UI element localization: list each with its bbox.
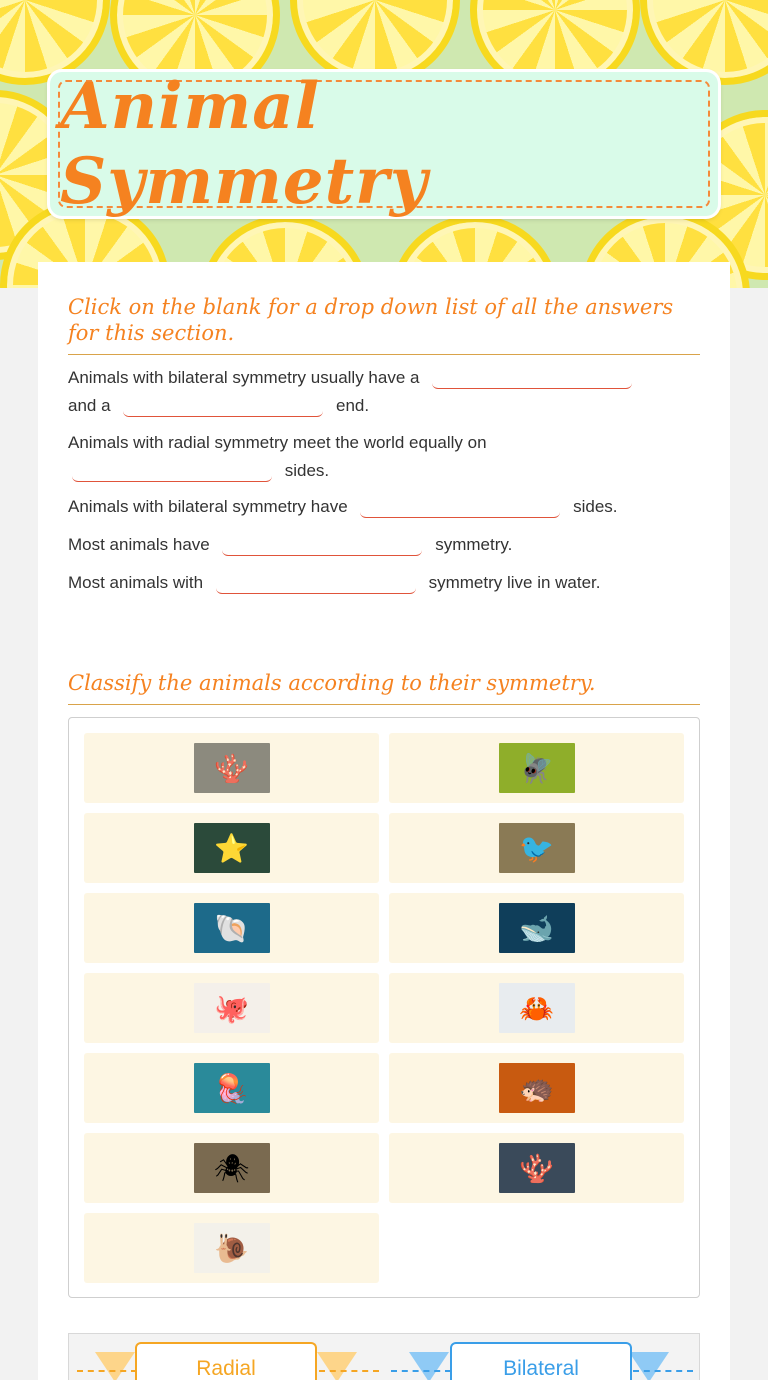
sea-anemone-icon: 🪸 <box>519 1151 554 1185</box>
divider <box>391 1370 451 1372</box>
question-text: Animals with bilateral symmetry have <box>68 497 348 516</box>
question-text: sides. <box>284 461 330 480</box>
ribbon-decoration <box>629 1352 669 1380</box>
crab-icon: 🦀 <box>519 991 554 1025</box>
sand-dollar-icon: 🪸 <box>214 751 249 785</box>
worksheet-body <box>38 262 730 1380</box>
answer-dropdown-2[interactable] <box>72 462 272 482</box>
bin-label: Radial <box>196 1357 256 1380</box>
question-text: sides. <box>573 497 618 516</box>
octopus-image <box>194 983 270 1033</box>
octopus-icon: 🐙 <box>214 991 249 1025</box>
sea-urchin-image <box>499 1063 575 1113</box>
page-title: Animal Symmetry <box>60 69 429 219</box>
question-text: symmetry live in water. <box>428 573 601 592</box>
jellyfish-image <box>194 1063 270 1113</box>
divider <box>77 1370 137 1372</box>
answer-dropdown-5[interactable] <box>216 574 416 594</box>
animal-card-starfish[interactable] <box>84 813 379 883</box>
section-instruction-classify: Classify the animals according to their symmetry. <box>68 670 700 705</box>
question-text: symmetry. <box>435 535 513 554</box>
section-instruction-fill-blanks: Click on the blank for a drop down list of all the answers for this section. <box>68 294 700 355</box>
animal-card-narwhal[interactable] <box>389 893 684 963</box>
animal-card-jellyfish[interactable] <box>84 1053 379 1123</box>
animal-card-ostriches[interactable] <box>389 813 684 883</box>
title-border <box>58 69 710 219</box>
question-4 <box>68 531 700 559</box>
question-2 <box>68 429 700 485</box>
animal-card-snail[interactable] <box>84 1213 379 1283</box>
animal-card-dust-mites[interactable] <box>84 1133 379 1203</box>
sand-dollar-image <box>194 743 270 793</box>
answer-dropdown-1b[interactable] <box>123 397 323 417</box>
dust-mites-image <box>194 1143 270 1193</box>
answer-dropdown-4[interactable] <box>222 536 422 556</box>
animal-card-sea-anemone[interactable] <box>389 1133 684 1203</box>
ostriches-icon: 🐦 <box>519 831 554 865</box>
ribbon-decoration <box>409 1352 449 1380</box>
giant-clam-diver-image <box>194 903 270 953</box>
bin-label: Bilateral <box>503 1357 579 1380</box>
answer-dropdown-3[interactable] <box>360 498 560 518</box>
question-5 <box>68 569 700 597</box>
question-text: Animals with bilateral symmetry usually have a <box>68 368 420 387</box>
dragonfly-icon: 🪰 <box>519 751 554 785</box>
animal-card-giant-clam-diver[interactable] <box>84 893 379 963</box>
narwhal-icon: 🐋 <box>519 911 554 945</box>
animal-card-crab[interactable] <box>389 973 684 1043</box>
classification-bins <box>68 1333 700 1380</box>
narwhal-image <box>499 903 575 953</box>
ribbon-decoration <box>95 1352 135 1380</box>
bin-radial[interactable] <box>135 1342 317 1380</box>
animal-card-sea-urchin[interactable] <box>389 1053 684 1123</box>
ribbon-decoration <box>317 1352 357 1380</box>
question-text: end. <box>336 396 370 415</box>
divider <box>319 1370 379 1372</box>
answer-dropdown-1a[interactable] <box>432 369 632 389</box>
crab-image <box>499 983 575 1033</box>
sea-urchin-icon: 🦔 <box>519 1071 554 1105</box>
draggable-cards-area <box>68 717 700 1298</box>
snail-icon: 🐌 <box>214 1231 249 1265</box>
starfish-image <box>194 823 270 873</box>
bin-bilateral[interactable] <box>450 1342 632 1380</box>
jellyfish-icon: 🪼 <box>214 1071 249 1105</box>
starfish-icon: ⭐ <box>214 831 249 865</box>
question-3 <box>68 493 700 521</box>
sea-anemone-image <box>499 1143 575 1193</box>
question-1 <box>68 364 700 420</box>
snail-image <box>194 1223 270 1273</box>
divider <box>633 1370 693 1372</box>
question-text: Most animals have <box>68 535 210 554</box>
animal-card-dragonfly[interactable] <box>389 733 684 803</box>
question-text: and a <box>68 396 111 415</box>
title-card <box>50 69 718 219</box>
animal-card-octopus[interactable] <box>84 973 379 1043</box>
dragonfly-image <box>499 743 575 793</box>
ostriches-image <box>499 823 575 873</box>
animal-card-sand-dollar[interactable] <box>84 733 379 803</box>
giant-clam-diver-icon: 🐚 <box>214 911 249 945</box>
dust-mites-icon: 🕷 <box>213 1151 250 1185</box>
question-text: Most animals with <box>68 573 204 592</box>
question-text: Animals with radial symmetry meet the world equally on <box>68 433 487 452</box>
